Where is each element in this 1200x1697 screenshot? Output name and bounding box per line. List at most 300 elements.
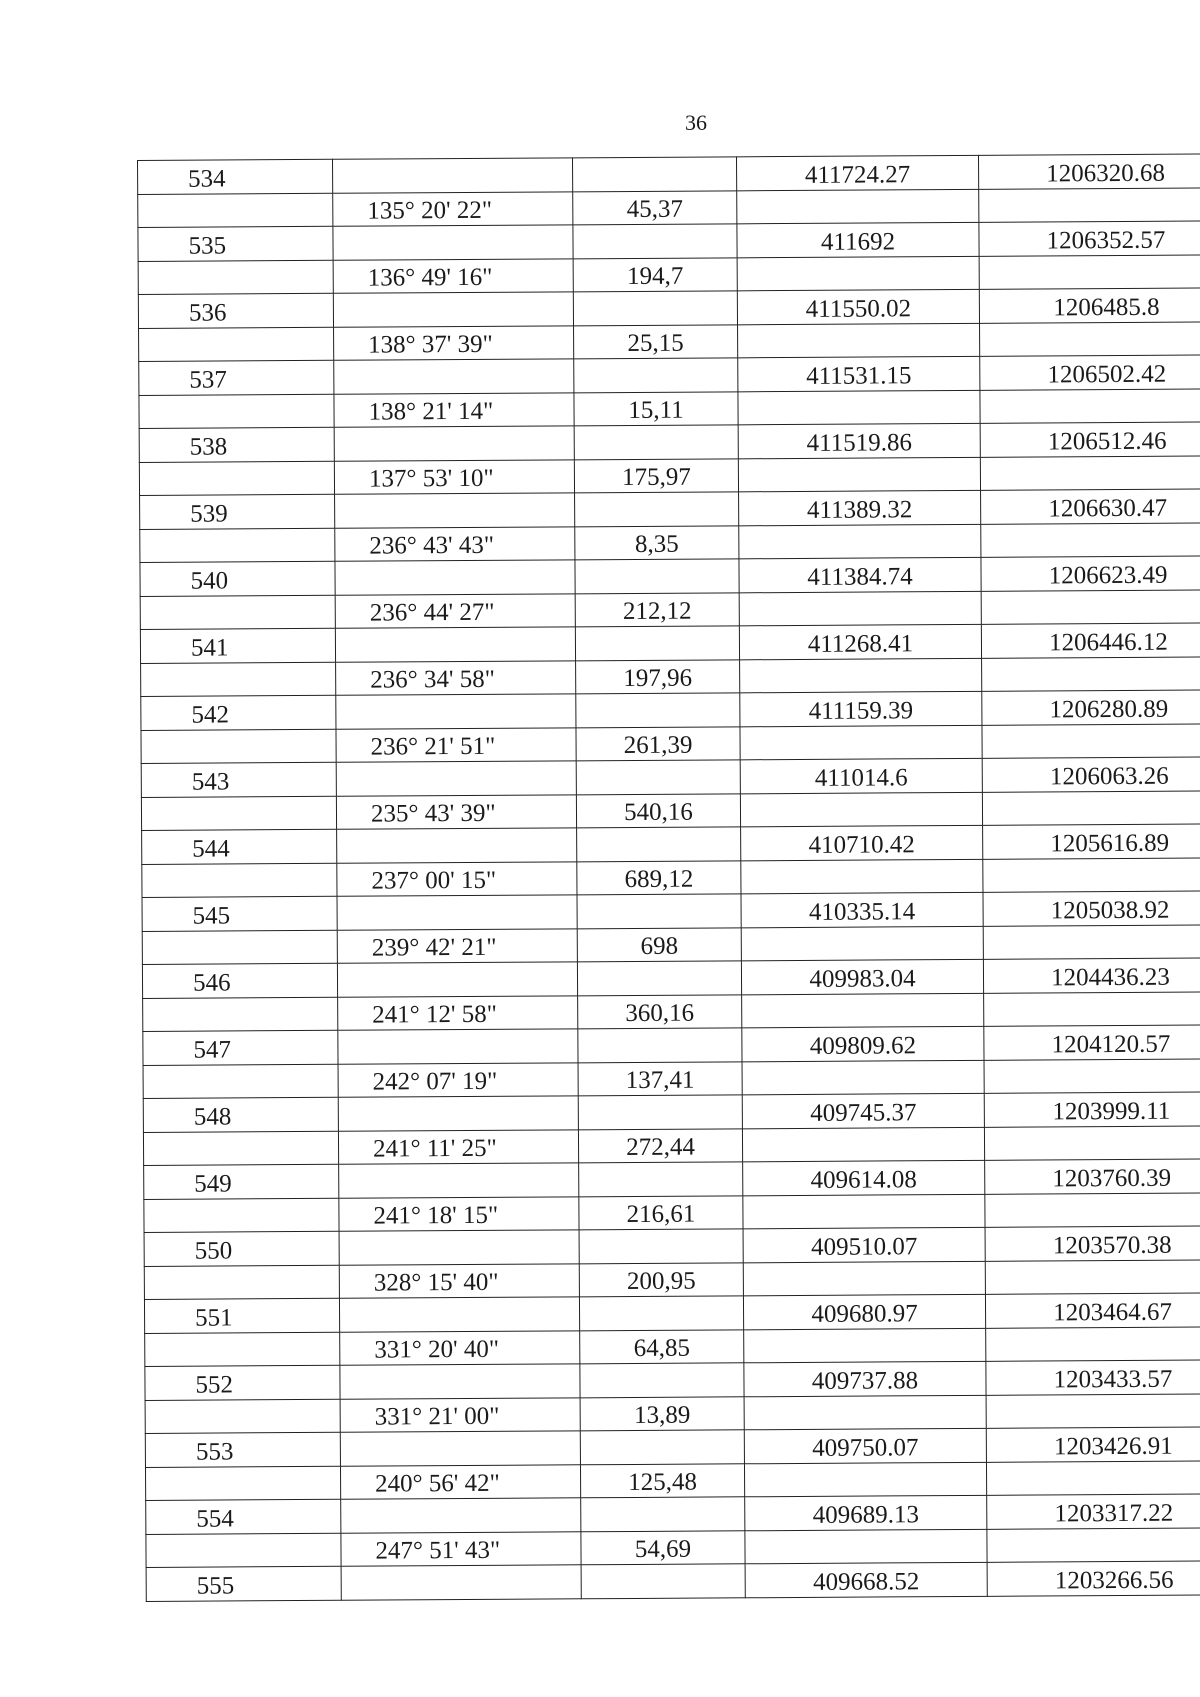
bearing-angle-text: 236° 43' 43" [369,531,495,560]
x-coordinate-cell [743,1160,985,1195]
distance-cell [577,827,741,862]
bearing-angle-cell [335,593,575,628]
y-coordinate-cell [986,1393,1200,1428]
y-coordinate-text: 1206063.26 [1049,762,1169,790]
bearing-angle-text: 239° 42' 21" [371,933,497,962]
y-coordinate-cell [979,187,1200,222]
x-coordinate-cell [742,993,984,1028]
y-coordinate-cell [982,790,1200,825]
distance-cell [576,726,740,761]
bearing-angle-cell [340,1431,580,1466]
point-number-cell [140,561,335,596]
point-number-cell [144,1198,339,1233]
x-coordinate-cell [737,222,979,257]
point-number-cell [140,528,335,563]
x-coordinate-text: 409510.07 [810,1232,918,1261]
bearing-angle-cell [341,1531,581,1566]
bearing-angle-text: 236° 34' 58" [370,665,495,694]
distance-text: 25,15 [627,329,684,358]
distance-cell [577,860,741,895]
bearing-angle-cell [333,292,573,327]
x-coordinate-cell [745,1495,987,1530]
point-number-cell [143,1097,338,1132]
y-coordinate-text: 1203999.11 [1052,1097,1171,1125]
bearing-angle-cell [337,928,577,963]
y-coordinate-cell [980,455,1200,490]
distance-text: 212,12 [622,597,692,626]
y-coordinate-cell [979,254,1200,289]
y-coordinate-text: 1203266.56 [1054,1566,1174,1594]
bearing-angle-text: 237° 00' 15" [371,866,497,895]
x-coordinate-text: 409614.08 [810,1165,917,1194]
y-coordinate-cell [979,221,1200,256]
y-coordinate-cell [983,958,1200,993]
x-coordinate-text: 409680.97 [811,1299,918,1328]
bearing-angle-cell [338,1129,578,1164]
bearing-angle-text: 236° 21' 51" [370,732,496,761]
point-number-cell [140,595,335,630]
bearing-angle-text: 331° 20' 40" [374,1335,500,1364]
distance-text: 15,11 [628,396,684,425]
y-coordinate-text: 1203464.67 [1053,1298,1173,1326]
x-coordinate-cell [741,926,983,961]
bearing-angle-text: 241° 18' 15" [373,1201,499,1230]
y-coordinate-cell [984,1025,1200,1060]
point-number-cell [141,662,336,697]
point-number-cell [138,260,333,295]
bearing-angle-cell [334,359,574,394]
x-coordinate-cell [738,423,980,458]
x-coordinate-text: 411519.86 [806,428,912,457]
x-coordinate-cell [744,1428,986,1463]
distance-cell [578,1061,742,1096]
distance-cell [574,391,738,426]
distance-text: 540,16 [624,798,693,827]
x-coordinate-cell [743,1194,985,1229]
x-coordinate-cell [740,658,982,693]
y-coordinate-text: 1206502.42 [1047,360,1167,388]
bearing-angle-cell [340,1397,580,1432]
point-number-text: 535 [188,231,227,260]
x-coordinate-text: 409983.04 [809,964,916,993]
distance-cell [580,1430,744,1465]
x-coordinate-cell [745,1562,987,1597]
distance-cell [579,1195,743,1230]
bearing-angle-cell [338,1029,578,1064]
bearing-angle-text: 235° 43' 39" [370,799,496,828]
point-number-text: 540 [190,566,229,595]
x-coordinate-text: 411384.74 [807,562,913,591]
y-coordinate-cell [980,422,1200,457]
y-coordinate-cell [979,288,1200,323]
point-number-text: 539 [190,499,228,528]
x-coordinate-cell [743,1261,985,1296]
point-number-cell [145,1332,340,1367]
point-number-cell [144,1298,339,1333]
y-coordinate-cell [981,489,1200,524]
y-coordinate-cell [983,857,1200,892]
point-number-cell [143,1131,338,1166]
point-number-text: 538 [189,432,228,461]
point-number-cell [138,159,333,194]
x-coordinate-text: 411550.02 [805,294,912,323]
bearing-angle-cell [339,1263,579,1298]
bearing-angle-cell [338,1062,578,1097]
distance-text: 54,69 [634,1535,692,1563]
distance-cell [573,291,737,326]
y-coordinate-cell [982,723,1200,758]
bearing-angle-cell [336,761,576,796]
bearing-angle-cell [333,225,573,260]
distance-text: 175,97 [621,463,691,492]
distance-text: 698 [640,932,679,960]
y-coordinate-cell [987,1561,1200,1596]
bearing-angle-text: 138° 37' 39" [368,330,493,359]
x-coordinate-text: 410710.42 [808,830,915,859]
distance-text: 8,35 [634,530,679,558]
y-coordinate-cell [981,589,1200,624]
page-number: 36 [685,110,707,135]
x-coordinate-text: 409809.62 [809,1031,917,1060]
y-coordinate-cell [980,355,1200,390]
x-coordinate-cell [736,155,978,190]
x-coordinate-cell [738,457,980,492]
y-coordinate-cell [984,991,1200,1026]
y-coordinate-text: 1205038.92 [1050,896,1170,924]
distance-cell [580,1396,744,1431]
x-coordinate-cell [740,792,982,827]
point-number-cell [138,193,333,228]
x-coordinate-cell [739,591,981,626]
x-coordinate-cell [739,557,981,592]
point-number-cell [145,1466,340,1501]
point-number-cell [141,762,336,797]
x-coordinate-cell [738,390,980,425]
point-number-cell [145,1399,340,1434]
distance-cell [575,559,739,594]
x-coordinate-cell [738,356,980,391]
bearing-angle-cell [337,962,577,997]
bearing-angle-cell [334,392,574,427]
distance-cell [576,693,740,728]
y-coordinate-text: 1205616.89 [1050,829,1170,857]
point-number-text: 551 [194,1303,233,1332]
bearing-angle-text: 242° 07' 19" [372,1067,498,1096]
y-coordinate-text: 1206320.68 [1046,159,1166,187]
y-coordinate-text: 1206623.49 [1048,561,1168,589]
x-coordinate-cell [741,959,983,994]
distance-cell [581,1564,745,1599]
x-coordinate-cell [742,1093,984,1128]
distance-cell [578,1095,742,1130]
point-number-cell [146,1533,341,1568]
point-number-cell [145,1432,340,1467]
bearing-angle-cell [334,325,574,360]
point-number-text: 549 [194,1169,232,1198]
bearing-angle-cell [340,1364,580,1399]
bearing-angle-cell [333,191,573,226]
y-coordinate-cell [986,1427,1200,1462]
point-number-text: 534 [188,164,226,193]
x-coordinate-text: 411692 [820,227,896,256]
distance-cell [578,1128,742,1163]
distance-text: 261,39 [623,731,693,760]
x-coordinate-text: 411268.41 [807,629,914,658]
x-coordinate-cell [741,825,983,860]
bearing-angle-cell [336,727,576,762]
point-number-cell [138,293,333,328]
y-coordinate-text: 1206280.89 [1049,695,1169,723]
bearing-angle-text: 136° 49' 16" [367,263,493,292]
y-coordinate-cell [982,656,1200,691]
bearing-angle-text: 240° 56' 42" [375,1469,500,1498]
bearing-angle-cell [335,627,575,662]
y-coordinate-cell [983,891,1200,926]
distance-cell [574,425,738,460]
y-coordinate-cell [985,1192,1200,1227]
x-coordinate-text: 410335.14 [808,897,916,926]
distance-text: 360,16 [625,999,695,1028]
y-coordinate-text: 1203426.91 [1053,1432,1173,1460]
distance-cell [573,224,737,259]
x-coordinate-cell [740,758,982,793]
point-number-cell [143,1064,338,1099]
x-coordinate-text: 411724.27 [804,160,911,189]
coordinate-table [137,153,1200,1601]
distance-text: 64,85 [633,1334,690,1362]
bearing-angle-cell [338,995,578,1030]
distance-cell [577,927,741,962]
distance-cell [572,157,736,192]
point-number-cell [143,1030,338,1065]
y-coordinate-cell [980,321,1200,356]
y-coordinate-cell [981,556,1200,591]
y-coordinate-cell [986,1460,1200,1495]
distance-cell [576,659,740,694]
y-coordinate-text: 1203570.38 [1052,1231,1172,1259]
distance-cell [575,525,739,560]
point-number-cell [138,226,333,261]
coordinate-table-body [138,154,1200,1601]
distance-cell [573,190,737,225]
x-coordinate-cell [741,859,983,894]
distance-cell [576,793,740,828]
x-coordinate-cell [738,323,980,358]
distance-cell [574,324,738,359]
y-coordinate-cell [982,690,1200,725]
point-number-cell [142,863,337,898]
point-number-cell [139,327,334,362]
bearing-angle-cell [339,1297,579,1332]
bearing-angle-text: 247° 51' 43" [375,1536,501,1565]
y-coordinate-text: 1206512.46 [1047,427,1167,455]
x-coordinate-text: 409745.37 [810,1098,917,1127]
distance-cell [580,1463,744,1498]
bearing-angle-cell [336,694,576,729]
point-number-cell [141,729,336,764]
distance-cell [579,1262,743,1297]
y-coordinate-cell [984,1058,1200,1093]
y-coordinate-cell [981,522,1200,557]
point-number-cell [139,394,334,429]
point-number-cell [141,695,336,730]
bearing-angle-text: 241° 11' 25" [372,1134,497,1163]
y-coordinate-cell [983,924,1200,959]
bearing-angle-cell [341,1565,581,1600]
bearing-angle-cell [339,1230,579,1265]
y-coordinate-cell [985,1293,1200,1328]
bearing-angle-cell [334,459,574,494]
distance-cell [576,760,740,795]
distance-text: 194,7 [627,262,684,291]
point-number-text: 543 [191,767,230,796]
y-coordinate-cell [984,1125,1200,1160]
distance-text: 272,44 [626,1133,695,1162]
x-coordinate-text: 411159.39 [808,696,914,725]
distance-cell [579,1229,743,1264]
y-coordinate-text: 1206446.12 [1049,628,1168,656]
y-coordinate-cell [985,1259,1200,1294]
point-number-text: 555 [196,1571,235,1600]
point-number-cell [141,796,336,831]
point-number-text: 548 [193,1102,232,1131]
distance-cell [577,961,741,996]
distance-text: 13,89 [633,1401,691,1429]
x-coordinate-text: 411389.32 [806,495,913,524]
distance-cell [581,1530,745,1565]
y-coordinate-text: 1203433.57 [1053,1365,1173,1393]
bearing-angle-cell [333,258,573,293]
y-coordinate-text: 1204120.57 [1051,1030,1171,1058]
x-coordinate-text: 409737.88 [811,1366,919,1395]
point-number-text: 541 [190,633,229,662]
distance-cell [579,1162,743,1197]
bearing-angle-cell [336,660,576,695]
y-coordinate-cell [985,1159,1200,1194]
distance-cell [578,994,742,1029]
distance-cell [580,1363,744,1398]
y-coordinate-cell [985,1226,1200,1261]
bearing-angle-cell [338,1096,578,1131]
bearing-angle-cell [335,493,575,528]
bearing-angle-cell [334,426,574,461]
y-coordinate-cell [980,388,1200,423]
distance-text: 216,61 [626,1200,696,1229]
point-row [146,1561,1200,1601]
point-number-text: 547 [193,1035,232,1064]
point-number-cell [144,1231,339,1266]
distance-cell [581,1497,745,1532]
bearing-angle-text: 138° 21' 14" [368,397,494,426]
point-number-cell [139,360,334,395]
bearing-angle-cell [332,158,572,193]
point-number-text: 544 [192,834,230,863]
x-coordinate-cell [744,1462,986,1497]
x-coordinate-cell [743,1227,985,1262]
x-coordinate-cell [742,1060,984,1095]
bearing-angle-text: 331° 21' 00" [374,1402,500,1431]
point-number-text: 552 [195,1370,234,1399]
x-coordinate-text: 411014.6 [814,763,908,792]
x-coordinate-cell [740,725,982,760]
bearing-angle-cell [337,828,577,863]
point-number-cell [140,494,335,529]
distance-cell [575,592,739,627]
x-coordinate-cell [744,1361,986,1396]
bearing-angle-cell [341,1498,581,1533]
x-coordinate-cell [741,892,983,927]
point-number-cell [144,1164,339,1199]
x-coordinate-cell [739,624,981,659]
distance-text: 689,12 [624,865,694,894]
y-coordinate-cell [987,1527,1200,1562]
distance-cell [574,458,738,493]
point-number-cell [139,427,334,462]
bearing-angle-cell [339,1196,579,1231]
bearing-angle-text: 135° 20' 22" [367,196,493,225]
distance-cell [577,894,741,929]
x-coordinate-text: 409689.13 [812,1500,919,1529]
distance-text: 45,37 [626,195,684,224]
y-coordinate-text: 1203317.22 [1054,1499,1174,1527]
distance-cell [579,1296,743,1331]
x-coordinate-cell [739,524,981,559]
y-coordinate-cell [982,757,1200,792]
distance-text: 200,95 [626,1267,696,1296]
bearing-angle-cell [335,526,575,561]
point-number-cell [144,1265,339,1300]
bearing-angle-cell [337,861,577,896]
point-number-cell [142,829,337,864]
y-coordinate-cell [978,154,1200,189]
bearing-angle-cell [340,1330,580,1365]
point-number-text: 536 [188,298,227,327]
y-coordinate-text: 1206485.8 [1053,293,1160,321]
point-number-cell [142,930,337,965]
x-coordinate-cell [743,1294,985,1329]
point-number-text: 545 [192,901,231,930]
distance-text: 125,48 [628,1468,698,1497]
point-number-cell [143,997,338,1032]
bearing-angle-cell [340,1464,580,1499]
y-coordinate-cell [986,1326,1200,1361]
y-coordinate-text: 1206352.57 [1046,226,1166,254]
x-coordinate-cell [744,1395,986,1430]
bearing-angle-cell [335,560,575,595]
point-number-cell [140,628,335,663]
x-coordinate-cell [744,1328,986,1363]
bearing-angle-cell [339,1163,579,1198]
bearing-angle-text: 241° 12' 58" [372,1000,498,1029]
y-coordinate-cell [984,1092,1200,1127]
bearing-angle-text: 137° 53' 10" [368,464,494,493]
x-coordinate-cell [737,289,979,324]
point-number-text: 553 [195,1437,234,1466]
x-coordinate-cell [737,256,979,291]
bearing-angle-text: 236° 44' 27" [369,598,495,627]
y-coordinate-text: 1206630.47 [1048,494,1168,522]
x-coordinate-cell [737,189,979,224]
bearing-angle-cell [337,895,577,930]
distance-cell [574,358,738,393]
x-coordinate-text: 409750.07 [812,1433,919,1462]
point-number-cell [145,1365,340,1400]
bearing-angle-cell [336,794,576,829]
point-number-text: 542 [191,700,229,729]
point-number-cell [146,1499,341,1534]
x-coordinate-cell [742,1127,984,1162]
distance-cell [575,626,739,661]
